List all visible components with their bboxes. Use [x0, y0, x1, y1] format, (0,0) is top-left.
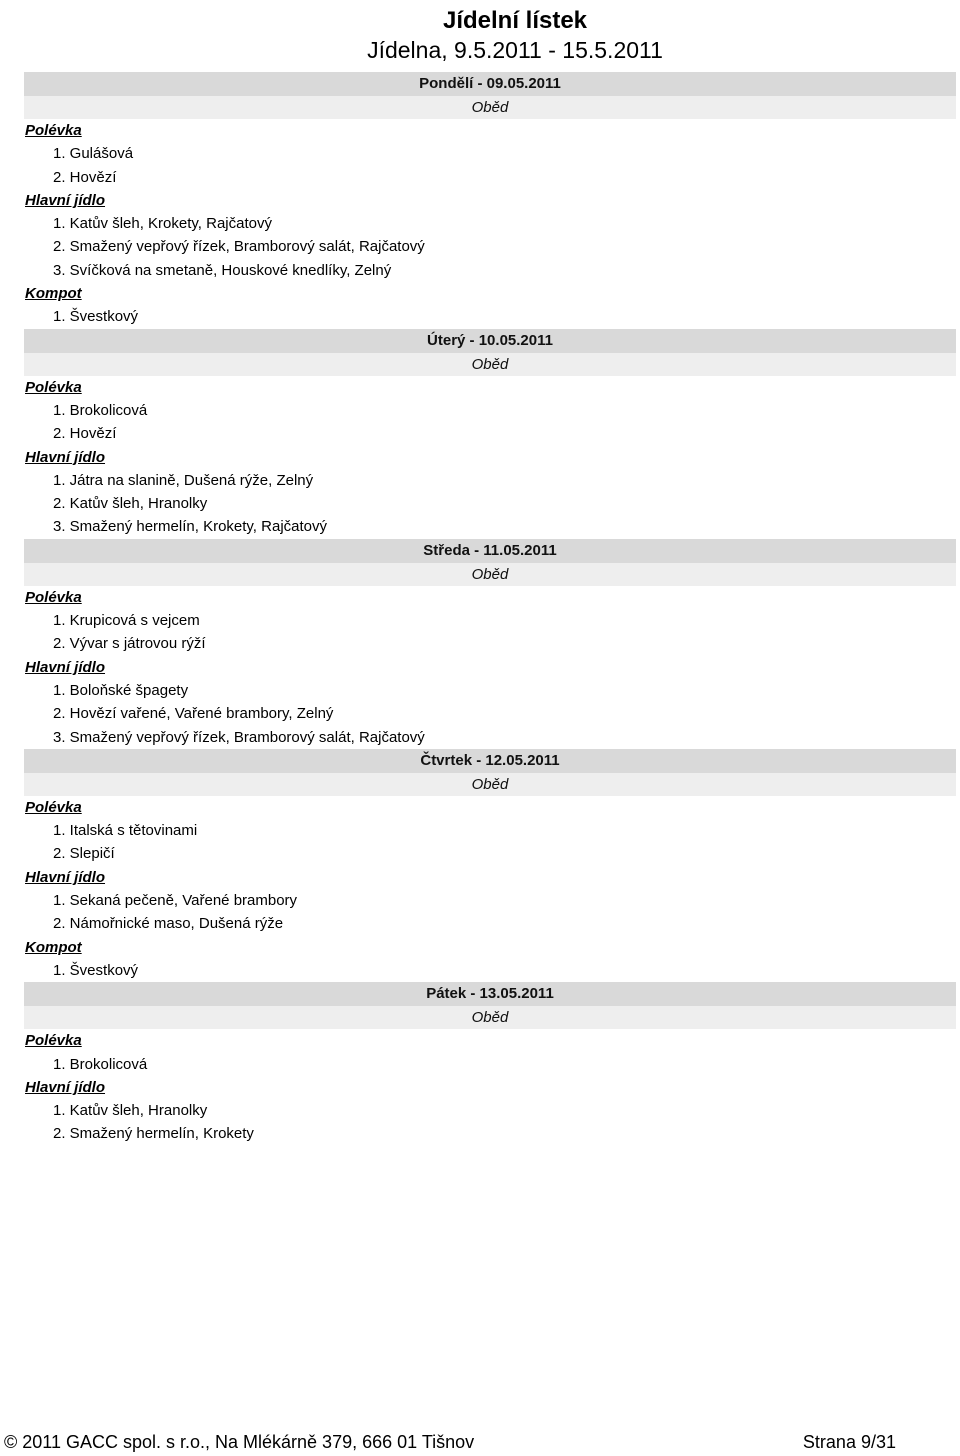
dish-item: 2. Katův šleh, Hranolky [53, 495, 208, 513]
footer-page-number: Strana 9/31 [802, 1432, 896, 1452]
dish-item: 1. Švestkový [53, 961, 139, 979]
dish-item: 3. Smažený hermelín, Krokety, Rajčatový [53, 518, 327, 536]
dish-item: 1. Italská s tětovinami [53, 822, 198, 840]
dish-item: 1. Brokolicová [53, 401, 148, 419]
dish-item: 2. Vývar s játrovou rýží [53, 635, 206, 653]
dish-item: 1. Gulášová [53, 145, 134, 163]
meal-label: Oběd [24, 563, 956, 586]
day-section [24, 982, 956, 1145]
dish-item: 2. Hovězí [53, 425, 117, 443]
day-section [24, 329, 956, 539]
dish-item: 1. Boloňské špagety [53, 681, 189, 699]
meal-label: Oběd [24, 1006, 956, 1029]
dish-item: 3. Smažený vepřový řízek, Bramborový salát, Rajčatový [53, 728, 425, 746]
day-section [24, 749, 956, 982]
category-label: Kompot [25, 938, 82, 956]
day-header: Pátek - 13.05.2011 [24, 982, 956, 1006]
page-title: Jídelní lístek [442, 7, 588, 34]
dish-item: 1. Katův šleh, Hranolky [53, 1102, 208, 1120]
meal-label: Oběd [24, 353, 956, 376]
meal-label: Oběd [24, 96, 956, 119]
dish-item: 1. Játra na slanině, Dušená rýže, Zelný [53, 471, 314, 489]
dish-item: 1. Švestkový [53, 308, 139, 326]
dish-item: 1. Katův šleh, Krokety, Rajčatový [53, 215, 272, 233]
dish-item: 3. Svíčková na smetaně, Houskové knedlíky, Zelný [53, 261, 392, 279]
category-label: Hlavní jídlo [25, 658, 106, 676]
category-label: Hlavní jídlo [25, 1078, 106, 1096]
footer-copyright: © 2011 GACC spol. s r.o., Na Mlékárně 379, 666 01 Tišnov [4, 1432, 475, 1452]
dish-item: 1. Sekaná pečeně, Vařené brambory [53, 892, 298, 910]
meal-label: Oběd [24, 773, 956, 796]
page-footer [4, 1428, 896, 1456]
dish-item: 2. Smažený hermelín, Krokety [53, 1125, 254, 1143]
dish-item: 2. Hovězí vařené, Vařené brambory, Zelný [53, 705, 334, 723]
day-header: Čtvrtek - 12.05.2011 [24, 749, 956, 773]
category-label: Polévka [25, 798, 82, 816]
category-label: Polévka [25, 588, 82, 606]
day-header: Úterý - 10.05.2011 [24, 329, 956, 353]
menu-days [24, 72, 956, 1146]
day-header: Pondělí - 09.05.2011 [24, 72, 956, 96]
category-label: Polévka [25, 122, 82, 139]
day-header: Středa - 11.05.2011 [24, 539, 956, 563]
dish-item: 2. Námořnické maso, Dušená rýže [53, 915, 284, 933]
page-subtitle: Jídelna, 9.5.2011 - 15.5.2011 [367, 37, 663, 63]
category-label: Hlavní jídlo [25, 191, 106, 209]
day-section [24, 539, 956, 749]
category-label: Polévka [25, 378, 82, 396]
dish-item: 1. Krupicová s vejcem [53, 612, 200, 630]
category-label: Kompot [25, 285, 82, 303]
day-section [24, 72, 956, 329]
dish-item: 2. Slepičí [53, 845, 115, 863]
dish-item: 2. Smažený vepřový řízek, Bramborový salát, Rajčatový [53, 238, 425, 256]
category-label: Hlavní jídlo [25, 868, 106, 886]
dish-item: 1. Brokolicová [53, 1055, 148, 1073]
dish-item: 2. Hovězí [53, 168, 117, 186]
category-label: Polévka [25, 1032, 82, 1050]
category-label: Hlavní jídlo [25, 448, 106, 466]
